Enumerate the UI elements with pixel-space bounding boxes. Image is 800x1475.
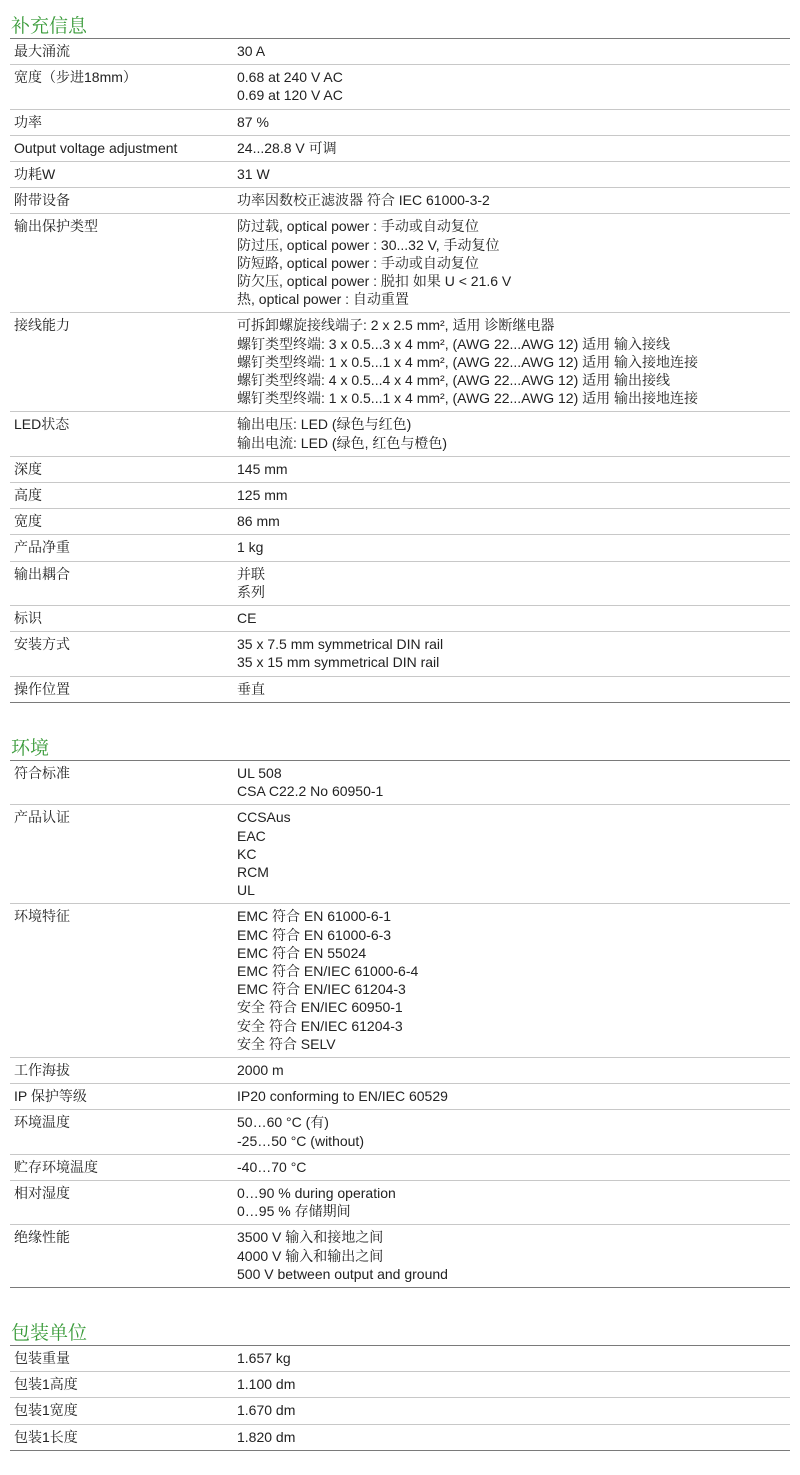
spec-value: 1.820 dm [237,1428,296,1445]
spec-label: 环境温度 [14,1114,70,1131]
spec-value: 防过压, optical power : 30...32 V, 手动复位 [237,236,500,253]
spec-row [10,632,790,676]
spec-row [10,562,790,606]
spec-label: 包装1高度 [14,1376,78,1393]
spec-label: 宽度 [14,513,42,530]
spec-row [10,509,790,535]
spec-value: CE [237,610,257,627]
spec-row [10,904,790,1058]
spec-values [237,805,790,903]
spec-value: 系列 [237,583,265,600]
spec-value: 螺钉类型终端: 1 x 0.5...1 x 4 mm², (AWG 22...AWG 12) 适用 输入接地连接 [237,353,699,370]
spec-value: 35 x 7.5 mm symmetrical DIN rail [237,636,444,653]
spec-value: 50…60 °C (有) [237,1114,329,1131]
spec-value: UL [237,882,255,899]
spec-values [237,535,790,560]
spec-row [10,535,790,561]
spec-value: 87 % [237,113,269,130]
spec-values [237,1110,790,1153]
spec-label: 附带设备 [14,192,70,209]
spec-label: 输出耦合 [14,565,70,582]
spec-value: 防短路, optical power : 手动或自动复位 [237,254,479,271]
spec-value: EMC 符合 EN/IEC 61000-6-4 [237,962,419,979]
spec-row [10,1110,790,1154]
spec-value: 螺钉类型终端: 4 x 0.5...4 x 4 mm², (AWG 22...AWG 12) 适用 输出接线 [237,372,671,389]
spec-label: 相对湿度 [14,1184,70,1201]
spec-row [10,483,790,509]
spec-value: 安全 符合 EN/IEC 61204-3 [237,1017,403,1034]
spec-row [10,761,790,805]
spec-values [237,412,790,455]
spec-row [10,110,790,136]
section-title-packing-units: 包装单位 [11,1322,88,1344]
spec-value: EMC 符合 EN/IEC 61204-3 [237,981,406,998]
spec-row [10,1181,790,1225]
spec-values [237,1155,790,1180]
spec-values [237,214,790,312]
spec-page [10,0,790,1451]
spec-value: 并联 [237,565,265,582]
spec-row [10,606,790,632]
spec-value: 垂直 [237,680,265,697]
spec-value: EAC [237,827,266,844]
spec-label: 最大涌流 [14,43,70,59]
spec-value: 安全 符合 SELV [237,1035,336,1052]
spec-values [237,1181,790,1224]
spec-label: Output voltage adjustment [14,139,178,156]
spec-value: 可拆卸螺旋接线端子: 2 x 2.5 mm², 适用 诊断继电器 [237,317,555,334]
spec-values [237,65,790,108]
spec-values [237,1372,790,1397]
spec-values [237,1058,790,1083]
spec-label: 操作位置 [14,680,70,697]
spec-table [10,1345,790,1451]
spec-row [10,65,790,109]
spec-value: 145 mm [237,460,288,477]
spec-label: 包装1长度 [14,1428,78,1445]
spec-value: 35 x 15 mm symmetrical DIN rail [237,654,440,671]
spec-value: 1.100 dm [237,1376,296,1393]
spec-value: EMC 符合 EN 61000-6-1 [237,908,392,925]
spec-label: 标识 [14,610,42,627]
spec-value: CSA C22.2 No 60950-1 [237,783,384,800]
spec-value: 4000 V 输入和输出之间 [237,1247,384,1264]
spec-values [237,39,790,64]
spec-value: 1 kg [237,539,264,556]
spec-values [237,136,790,161]
spec-value: CCSAus [237,809,291,826]
spec-values [237,188,790,213]
spec-label: 深度 [14,460,42,477]
spec-row [10,1155,790,1181]
spec-value: 防过载, optical power : 手动或自动复位 [237,218,479,235]
spec-value: UL 508 [237,764,282,781]
spec-value: 2000 m [237,1061,284,1078]
spec-label: 贮存环境温度 [14,1158,98,1175]
spec-row [10,1425,790,1451]
spec-values [237,162,790,187]
spec-table [10,760,790,1288]
spec-row [10,805,790,904]
section-packing-units [10,1323,790,1451]
spec-value: -40…70 °C [237,1158,307,1175]
section-title-supplementary-info: 补充信息 [11,16,88,37]
spec-row [10,1084,790,1110]
spec-values [237,509,790,534]
section-environment [10,738,790,1288]
spec-value: 3500 V 输入和接地之间 [237,1229,384,1246]
spec-label: 包装重量 [14,1349,70,1366]
spec-value: 24...28.8 V 可调 [237,139,337,156]
spec-values [237,632,790,675]
spec-label: 绝缘性能 [14,1229,70,1246]
spec-row [10,162,790,188]
spec-label: 符合标准 [14,764,70,781]
spec-label: 工作海拔 [14,1061,70,1078]
spec-row [10,1346,790,1372]
spec-value: 0.69 at 120 V AC [237,87,343,104]
spec-value: 31 W [237,166,270,183]
spec-label: LED状态 [14,416,70,433]
spec-label: 包装1宽度 [14,1402,78,1419]
spec-label: 安装方式 [14,636,70,653]
spec-label: 环境特征 [14,908,70,925]
spec-value: 0…95 % 存储期间 [237,1203,351,1220]
spec-label: 产品认证 [14,809,70,826]
spec-value: 1.670 dm [237,1402,296,1419]
spec-values [237,483,790,508]
spec-row [10,136,790,162]
spec-values [237,1346,790,1371]
spec-value: 86 mm [237,513,280,530]
spec-value: 安全 符合 EN/IEC 60950-1 [237,999,403,1016]
spec-value: IP20 conforming to EN/IEC 60529 [237,1088,448,1105]
spec-row [10,1398,790,1424]
spec-values [237,110,790,135]
spec-values [237,677,790,702]
spec-value: 热, optical power : 自动重置 [237,291,409,308]
spec-label: 宽度（步进18mm） [14,69,137,86]
spec-value: EMC 符合 EN 55024 [237,944,367,961]
spec-values [237,606,790,631]
spec-value: 功率因数校正滤波器 符合 IEC 61000-3-2 [237,192,490,209]
spec-value: 500 V between output and ground [237,1265,448,1282]
spec-value: 30 A [237,43,266,59]
spec-value: 防欠压, optical power : 脱扣 如果 U < 21.6 V [237,273,512,290]
spec-value: 输出电压: LED (绿色与红色) [237,416,412,433]
spec-values [237,761,790,804]
spec-values [237,1225,790,1287]
spec-values [237,1398,790,1423]
section-supplementary-info [10,16,790,703]
spec-value: 1.657 kg [237,1349,291,1366]
spec-row [10,188,790,214]
spec-value: 0.68 at 240 V AC [237,69,343,86]
spec-value: RCM [237,863,269,880]
spec-row [10,1225,790,1288]
spec-values [237,904,790,1057]
spec-values [237,313,790,411]
spec-label: 接线能力 [14,317,70,334]
spec-row [10,39,790,65]
spec-label: 产品净重 [14,539,70,556]
spec-row [10,1058,790,1084]
spec-value: 125 mm [237,487,288,504]
spec-values [237,1084,790,1109]
spec-row [10,457,790,483]
spec-value: 0…90 % during operation [237,1184,396,1201]
spec-value: EMC 符合 EN 61000-6-3 [237,926,392,943]
spec-value: 螺钉类型终端: 1 x 0.5...1 x 4 mm², (AWG 22...AWG 12) 适用 输出接地连接 [237,390,699,407]
spec-label: 功耗W [14,166,56,183]
spec-value: KC [237,845,257,862]
spec-label: 输出保护类型 [14,218,98,235]
spec-value: -25…50 °C (without) [237,1132,364,1149]
spec-label: 高度 [14,487,42,504]
spec-value: 输出电流: LED (绿色, 红色与橙色) [237,434,448,451]
spec-label: IP 保护等级 [14,1088,87,1105]
spec-values [237,562,790,605]
spec-table [10,38,790,703]
spec-values [237,457,790,482]
spec-values [237,1425,790,1450]
section-title-environment: 环境 [11,737,50,759]
spec-label: 功率 [14,113,42,130]
spec-row [10,412,790,456]
spec-value: 螺钉类型终端: 3 x 0.5...3 x 4 mm², (AWG 22...AWG 12) 适用 输入接线 [237,335,671,352]
spec-row [10,1372,790,1398]
spec-row [10,214,790,313]
spec-row [10,677,790,703]
spec-row [10,313,790,412]
